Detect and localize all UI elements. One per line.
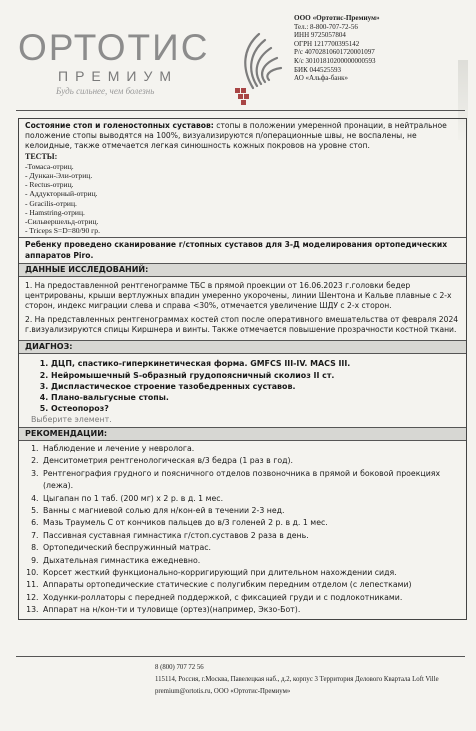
- recommendation-item: 8. Ортопедический беспружинный матрас.: [41, 542, 461, 554]
- diagnosis-title: ДИАГНОЗ:: [19, 341, 466, 354]
- tests-list: [25, 162, 461, 236]
- studies-section: [19, 277, 466, 341]
- status-section: [19, 119, 466, 238]
- study-paragraph: 1. На предоставленной рентгенограмме ТБС в прямой проекции от 16.06.2023 г.головки бедер центрированы, крыши вертлужных впадин умеренно укорочены, линии Шентона и Кальве плавные с 2-х сторон, индекс миграции слева и справа <30%, отмечается увеличение ШДУ с 2-х сторон.: [25, 281, 452, 311]
- recommendation-item: 1. Наблюдение и лечение у невролога.: [41, 443, 461, 455]
- recommendation-item: 6. Мазь Траумель С от кончиков пальцев до в/3 голеней 2 р. в д. 1 мес.: [41, 517, 461, 529]
- logo-main-text: ОРТОТИС: [18, 27, 210, 68]
- studies-title: ДАННЫЕ ИССЛЕДОВАНИЙ:: [19, 264, 466, 277]
- diagnosis-placeholder[interactable]: Выберите элемент.: [31, 414, 112, 424]
- company-phone: Тел.: 8-800-707-72-56: [294, 22, 358, 31]
- test-item: - Hamstring-отриц.: [25, 207, 85, 217]
- company-logo: [18, 28, 268, 100]
- diagnosis-item: 5. Остеопороз?: [51, 403, 461, 414]
- test-item: -Томаса-отриц.: [25, 161, 74, 171]
- company-account: Р/с 40702810601720001097: [294, 48, 375, 57]
- recommendations-section: [19, 441, 466, 619]
- test-item: - Gracilis-отриц.: [25, 198, 77, 208]
- logo-sub-text: ПРЕМИУМ: [58, 68, 179, 84]
- diagnosis-item: 3. Диспластическое строение тазобедренных суставов.: [51, 381, 461, 392]
- diagnosis-list: [19, 358, 461, 414]
- diagnosis-item: 1. ДЦП, спастико-гиперкинетическая форма. GMFCS III-IV. MACS III.: [51, 358, 461, 369]
- test-item: - Triceps S=D=80/90 гр.: [25, 226, 100, 236]
- recommendation-item: 7. Пассивная суставная гимнастика г/стоп.суставов 2 раза в день.: [41, 530, 461, 542]
- scan-note: Ребенку проведено сканирование г/стопных суставов для 3-Д моделирования ортопедических аппаратов Piro.: [19, 238, 466, 263]
- recommendation-item: 3. Рентгенография грудного и поясничного отделов позвоночника в прямой и боковой проекциях (лежа).: [41, 468, 461, 493]
- recommendation-item: 11. Аппараты ортопедические статические с полугибким передним отделом (с лепестками): [41, 579, 461, 591]
- company-name: ООО «Ортотис-Премиум»: [294, 14, 380, 22]
- test-item: -Сильвершельд-отриц.: [25, 217, 99, 227]
- recommendation-item: 13. Аппарат на н/кон-ти и туловище (ортез)(например, Экзо-Бот).: [41, 604, 461, 616]
- logo-tagline: Будь сильнее, чем болезнь: [56, 86, 155, 96]
- company-bik: БИК 044525593: [294, 65, 341, 74]
- page-footer: [155, 662, 475, 698]
- study-paragraph: 2. На представленных рентгенограммах костей стоп после оперативного вмешательства от февраля 2024 г.визуализируются спицы Киршнера и винты. Также отмечается повышение прозрачности костной ткани.: [25, 314, 459, 334]
- header-divider: [16, 110, 465, 111]
- diagnosis-item: 2. Нейромышечный S-образный грудопоясничный сколиоз II ст.: [51, 370, 461, 381]
- tests-title: ТЕСТЫ:: [25, 151, 58, 161]
- company-requisites: [294, 14, 469, 83]
- company-corr-account: К/с 30101810200000000593: [294, 56, 376, 65]
- recommendation-item: 9. Дыхательная гимнастика ежедневно.: [41, 555, 461, 567]
- recommendation-item: 4. Цыгапан по 1 таб. (200 мг) х 2 р. в д. 1 мес.: [41, 493, 461, 505]
- recommendation-item: 5. Ванны с магниевой солью для н/кон-ей в течении 2-3 нед.: [41, 505, 461, 517]
- company-inn: ИНН 9725057804: [294, 31, 346, 40]
- footer-divider: [16, 656, 465, 657]
- status-text: стопы в положении умеренной пронации, в нейтральное положение стопы выводятся на 100%, визуализируются п/операционные швы, не воспалены, не келоидные, также отмечается легкая синюшность кожных покровов на уровне стоп.: [25, 121, 447, 151]
- company-ogrn: ОГРН 1217700395142: [294, 39, 360, 48]
- test-item: - Дункан-Эли-отриц.: [25, 171, 93, 181]
- diagnosis-section: [19, 354, 466, 427]
- footer-address: 115114, Россия, г.Москва, Павелецкая наб., д.2, корпус 3 Территория Делового Квартала Loft Ville: [155, 676, 439, 683]
- diagnosis-item: 4. Плано-вальгусные стопы.: [51, 392, 461, 403]
- footer-phone: 8 (800) 707 72 56: [155, 664, 204, 671]
- company-bank: АО «Альфа-банк»: [294, 74, 349, 83]
- recommendations-title: РЕКОМЕНДАЦИИ:: [19, 428, 466, 441]
- recommendation-item: 2. Денситометрия рентгенологическая в/3 бедра (1 раз в год).: [41, 455, 461, 467]
- logo-wings-icon: [223, 28, 285, 106]
- footer-email: premium@ortotis.ru, ООО «Ортотис-Премиум»: [155, 688, 291, 695]
- medical-report-table: [18, 118, 467, 620]
- test-item: - Rectus-отриц.: [25, 180, 74, 190]
- recommendation-item: 10. Корсет жесткий функционально-корригирующий при длительном нахождении сидя.: [41, 567, 461, 579]
- recommendation-item: 12. Ходунки-роллаторы с передней поддержкой, с фиксацией груди и с подлокотниками.: [41, 592, 461, 604]
- test-item: - Аддукторный-отриц.: [25, 189, 98, 199]
- status-label: Состояние стоп и голеностопных суставов:: [25, 121, 214, 130]
- recommendations-list: [21, 443, 461, 617]
